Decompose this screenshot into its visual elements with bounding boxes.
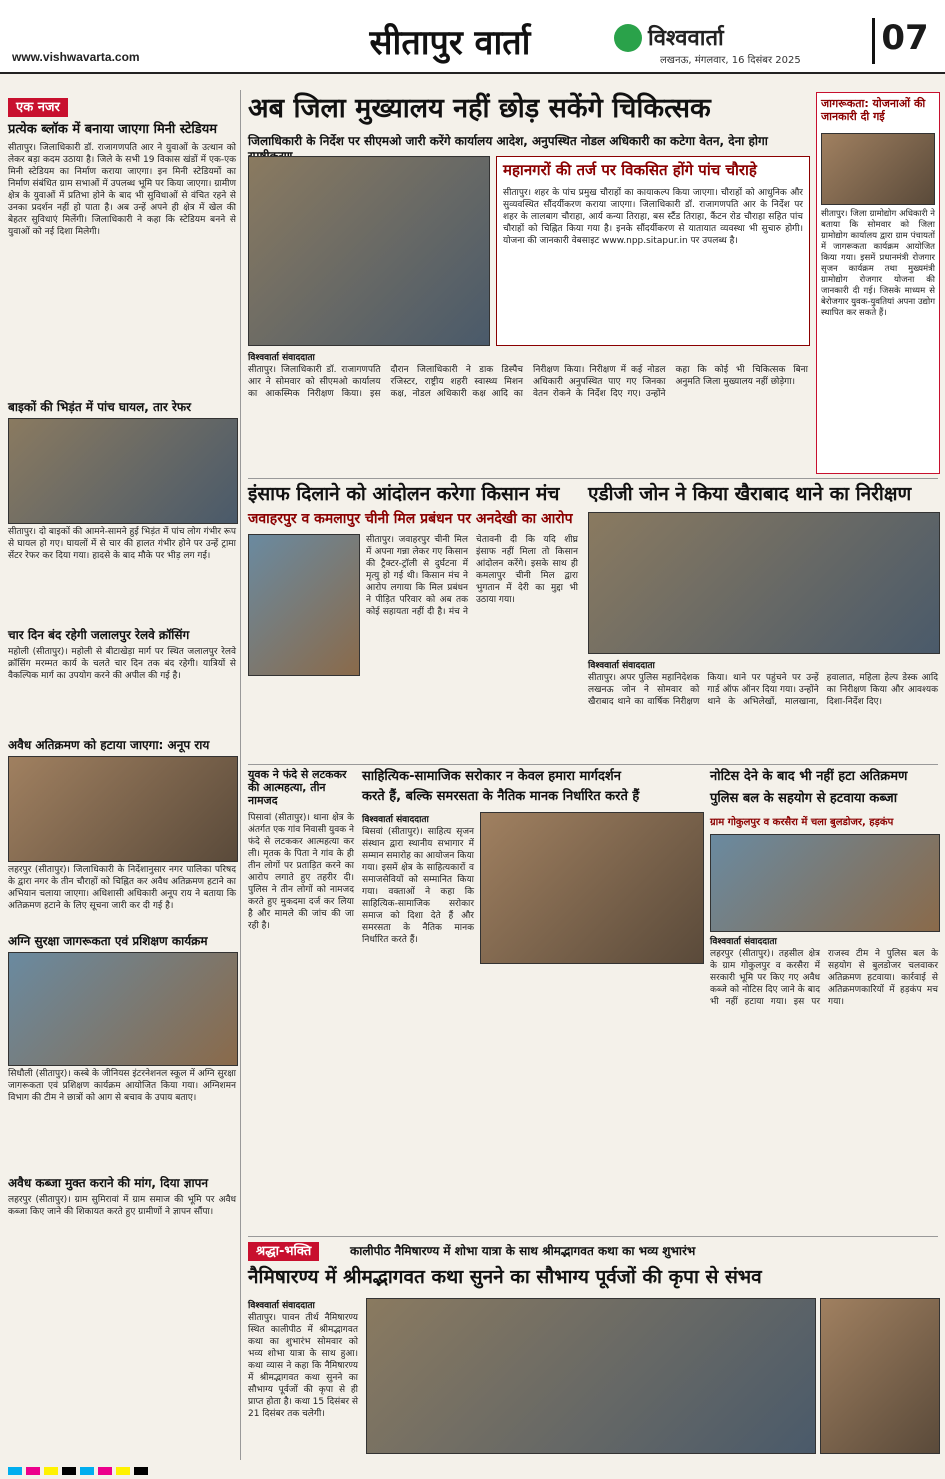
adg-photo	[588, 512, 940, 654]
left-headline-3: चार दिन बंद रहेगी जलालपुर रेलवे क्रॉसिंग	[8, 628, 190, 642]
bhakti-photo	[366, 1298, 816, 1454]
brand-name: विश्ववार्ता	[648, 26, 724, 51]
bhakti-byline: विश्ववार्ता संवाददाता	[248, 1301, 315, 1311]
left-article-4: लहरपुर (सीतापुर)। जिलाधिकारी के निर्देशानुसार नगर पालिका परिषद के द्वारा नगर के तीन चौराहों को चिह्नित कर अवैध अतिक्रमण हटाने का अभियान चलाया जाएगा। अधिशासी अधिकारी अनूप राय ने बताया कि अतिक्रमण हटाने के लिए सूचना जारी कर दी गई है।	[8, 865, 236, 911]
left-article-5: सिधौली (सीतापुर)। कस्बे के जीनियस इंटरनेशनल स्कूल में अग्नि सुरक्षा जागरूकता एवं प्रशिक्षण कार्यक्रम आयोजित किया गया। अग्निशमन विभाग की टीम ने छात्रों को आग से बचाव के उपाय बताए।	[8, 1069, 236, 1103]
section-tag-ek-nazar	[8, 96, 68, 115]
adg-headline: एडीजी जोन ने किया खैराबाद थाने का निरीक्षण	[588, 483, 912, 505]
left-headline-2: बाइकों की भिड़ंत में पांच घायल, तार रेफर	[8, 400, 192, 414]
sahitya-byline: विश्ववार्ता संवाददाता	[362, 815, 429, 825]
sahitya-headline-1: साहित्यिक-सामाजिक सरोकार न केवल हमारा मार्गदर्शन	[362, 769, 621, 784]
inset-text: सीतापुर। शहर के पांच प्रमुख चौराहों का कायाकल्प किया जाएगा। चौराहों को आधुनिक और सुव्यवस्थित सौंदर्यीकरण कराया जाएगा। जिलाधिकारी डॉ. राजागणपति आर के निर्देश पर शहर के लालबाग चौराहा, आर्य कन्या तिराहा, बस स्टैंड तिराहा, कैंटन रोड चौराहा सहित पांच चौराहों को चिह्नित किया गया है। इनके सौंदर्यीकरण से यातायात व्यवस्था भी सुचारु होगी। योजना की जानकारी वेबसाइट www.npp.sitapur.in पर उपलब्ध है।	[503, 188, 803, 246]
kisan-headline: इंसाफ दिलाने को आंदोलन करेगा किसान मंच	[248, 483, 560, 505]
page-title: सीतापुर वार्ता	[369, 23, 531, 63]
sahitya-text: बिसवां (सीतापुर)। साहित्य सृजन संस्थान द्वारा स्थानीय सभागार में सम्मान समारोह का आयोजन किया गया। इसमें क्षेत्र के साहित्यकारों व समाजसेवियों को सम्मानित किया गया। वक्ताओं ने कहा कि साहित्यिक-सामाजिक सरोकार समाज को दिशा देते हैं और समरसता के नैतिक मानक निर्धारित करते हैं।	[362, 827, 474, 945]
sidebox-photo	[821, 133, 935, 205]
notice-byline: विश्ववार्ता संवाददाता	[710, 937, 777, 947]
lead-subhead: जिलाधिकारी के निर्देश पर सीएमओ जारी करेंगे कार्यालय आदेश, अनुपस्थित नोडल अधिकारी का कटेगा वेतन, देना होगा	[248, 134, 768, 148]
left-article-1: सीतापुर। जिलाधिकारी डॉ. राजागणपति आर ने युवाओं के उत्थान को लेकर बड़ा कदम उठाया है। जिले के सभी 19 विकास खंडों में एक-एक मिनी स्टेडियम का निर्माण कराया जाएगा। इन मिनी स्टेडियमों का निर्माण संबंधित ग्राम सभाओं में उपलब्ध भूमि पर किया जाएगा। ग्रामीण क्षेत्र के युवाओं में प्रतिभा होने के बाद भी सुविधाओं से वंचित रहने से उनका प्रदर्शन नहीं हो पाता है। अब उन्हें अपने ही क्षेत्र में खेल की बेहतर सुविधाएं मिलेंगी। जिलाधिकारी ने कहा कि स्टेडियम बनने से युवाओं को नई दिशा मिलेगी।	[8, 143, 236, 237]
sahitya-photo	[480, 812, 704, 964]
notice-photo	[710, 834, 940, 932]
notice-headline: नोटिस देने के बाद भी नहीं हटा अतिक्रमण	[710, 769, 908, 784]
left-headline-6: अवैध कब्जा मुक्त कराने की मांग, दिया ज्ञापन	[8, 1176, 209, 1190]
notice-subhead: ग्राम गोकुलपुर व करसैरा में चला बुलडोजर, हड़कंप	[710, 817, 894, 828]
page-number: 07	[872, 18, 935, 64]
left-article-2: सीतापुर। दो बाइकों की आमने-सामने हुई भिड़ंत में पांच लोग गंभीर रूप से घायल हो गए। घायलों में से चार की हालत गंभीर होने पर उन्हें ट्रामा सेंटर रेफर कर दिया गया। हादसे के बाद मौके पर भीड़ लग गई।	[8, 527, 237, 561]
inset-box	[496, 156, 810, 346]
registration-color-bar	[8, 1460, 938, 1470]
left-article-6: लहरपुर (सीतापुर)। ग्राम सुमिरावां में ग्राम समाज की भूमि पर अवैध कब्जा किए जाने की शिकायत करते हुए ग्रामीणों ने ज्ञापन सौंपा।	[8, 1195, 236, 1217]
sidebox-headline: जागरूकता: योजनाओं की जानकारी दी गई	[821, 97, 926, 123]
fire-safety-photo	[8, 952, 238, 1066]
bhakti-photo-2	[820, 1298, 940, 1454]
suicide-text: पिसावां (सीतापुर)। थाना क्षेत्र के अंतर्गत एक गांव निवासी युवक ने फंदे से लटककर आत्महत्या कर ली। मृतक के पिता ने गांव के ही तीन लोगों पर प्रताड़ित करने का आरोप लगाते हुए तहरीर दी। पुलिस ने तीन लोगों को नामजद करते हुए मुकदमा दर्ज कर लिया है और मामले की जांच की जा रही है।	[248, 813, 355, 931]
section-tag-label: एक नजर	[8, 98, 68, 117]
masthead	[0, 0, 945, 74]
lead-text: सीतापुर। जिलाधिकारी डॉ. राजागणपति आर ने सोमवार को सीएमओ कार्यालय का आकस्मिक निरीक्षण किया। इस दौरान जिलाधिकारी ने डाक डिस्पैच रजिस्टर, राष्ट्रीय शहरी स्वास्थ्य मिशन कक्ष, नोडल अधिकारी कक्ष आदि का निरीक्षण किया। निरीक्षण में कई नोडल अधिकारी अनुपस्थित पाए गए जिनका वेतन रोकने के निर्देश दिए गए। उन्होंने कहा कि कोई भी चिकित्सक बिना अनुमति जिला मुख्यालय नहीं छोड़ेगा।	[248, 365, 808, 399]
left-headline-1: प्रत्येक ब्लॉक में बनाया जाएगा मिनी स्टेडियम	[8, 122, 218, 137]
kisan-text: सीतापुर। जवाहरपुर चीनी मिल में अपना गन्ना लेकर गए किसान की ट्रैक्टर-ट्रॉली से दुर्घटना में मृत्यु हो गई थी। किसान मंच ने आरोप लगाया कि मिल प्रबंधन ने पीड़ित परिवार को अब तक कोई सहायता नहीं दी है। मंच ने चेतावनी दी कि यदि शीघ्र इंसाफ नहीं मिला तो किसान आंदोलन करेंगे। इसके साथ ही कमलापुर चीनी मिल द्वारा भुगतान में देरी का मुद्दा भी उठाया गया।	[366, 535, 578, 617]
left-headline-4: अवैध अतिक्रमण को हटाया जाएगा: अनूप राय	[8, 738, 210, 752]
adg-byline: विश्ववार्ता संवाददाता	[588, 661, 655, 671]
dateline: लखनऊ, मंगलवार, 16 दिसंबर 2025	[660, 55, 801, 66]
sahitya-headline-2: करते हैं, बल्कि समरसता के नैतिक मानक निर्धारित करते हैं	[362, 789, 640, 804]
bhakti-kicker: कालीपीठ नैमिषारण्य में शोभा यात्रा के साथ श्रीमद्भागवत कथा का भव्य शुभारंभ	[350, 1244, 696, 1258]
bhakti-tag-label: श्रद्धा-भक्ति	[248, 1242, 319, 1261]
brand-logo-icon	[614, 24, 642, 52]
notice-headline-2: पुलिस बल के सहयोग से हटवाया कब्जा	[710, 791, 898, 806]
inset-headline: महानगरों की तर्ज पर विकसित होंगे पांच चौराहे	[503, 161, 757, 179]
row-divider-2	[248, 764, 938, 765]
right-sidebox	[816, 92, 940, 474]
left-headline-5: अग्नि सुरक्षा जागरूकता एवं प्रशिक्षण कार्यक्रम	[8, 934, 208, 948]
notice-text: लहरपुर (सीतापुर)। तहसील क्षेत्र के ग्राम गोकुलपुर व करसैरा में सरकारी भूमि पर किए गए अवैध कब्जे को नोटिस दिए जाने के बाद भी नहीं हटाया गया। इस पर राजस्व टीम ने पुलिस बल के सहयोग से बुलडोजर चलवाकर अतिक्रमण हटवाया। कार्रवाई से अतिक्रमणकारियों में हड़कंप मच गया।	[710, 949, 938, 1007]
row-divider-1	[248, 478, 938, 479]
suicide-headline: युवक ने फंदे से लटककर की आत्महत्या, तीन नामजद	[248, 768, 347, 807]
bike-accident-photo	[8, 418, 238, 524]
bhakti-headline: नैमिषारण्य में श्रीमद्भागवत कथा सुनने का सौभाग्य पूर्वजों की कृपा से संभव	[248, 1266, 762, 1288]
encroachment-photo	[8, 756, 238, 862]
site-url[interactable]: www.vishwavarta.com	[12, 50, 140, 64]
lead-photo	[248, 156, 490, 346]
left-article-3: महोली (सीतापुर)। महोली से बीटाखेड़ा मार्ग पर स्थित जलालपुर रेलवे क्रॉसिंग मरम्मत कार्य के चलते चार दिन तक बंद रहेगी। यात्रियों से वैकल्पिक मार्ग का उपयोग करने की अपील की गई है।	[8, 647, 236, 681]
sidebox-text: सीतापुर। जिला ग्रामोद्योग अधिकारी ने बताया कि सोमवार को जिला ग्रामोद्योग कार्यालय द्वारा ग्राम पंचायतों में जागरूकता कार्यक्रम आयोजित किया गया। इसमें प्रधानमंत्री रोजगार सृजन कार्यक्रम तथा मुख्यमंत्री ग्रामोद्योग रोजगार योजना की जानकारी दी गई। जिसके माध्यम से बेरोजगार युवक-युवतियां अपना उद्योग स्थापित कर सकते हैं।	[821, 209, 935, 318]
adg-text: सीतापुर। अपर पुलिस महानिदेशक लखनऊ जोन ने सोमवार को खैराबाद थाने का वार्षिक निरीक्षण किया। थाने पर पहुंचने पर उन्हें गार्ड ऑफ ऑनर दिया गया। उन्होंने थाने के अभिलेखों, मालखाना, हवालात, महिला हेल्प डेस्क आदि का निरीक्षण किया और आवश्यक दिशा-निर्देश दिए।	[588, 673, 938, 707]
row-divider-3	[248, 1236, 938, 1237]
lead-byline: विश्ववार्ता संवाददाता	[248, 353, 315, 363]
bhakti-text: सीतापुर। पावन तीर्थ नैमिषारण्य स्थित कालीपीठ में श्रीमद्भागवत कथा का शुभारंभ सोमवार को भव्य शोभा यात्रा के साथ हुआ। कथा व्यास ने कहा कि नैमिषारण्य में श्रीमद्भागवत कथा सुनने का सौभाग्य पूर्वजों की कृपा से ही प्राप्त होता है। कथा 15 दिसंबर से 21 दिसंबर तक चलेगी।	[248, 1313, 358, 1419]
lead-headline: अब जिला मुख्यालय नहीं छोड़ सकेंगे चिकित्सक	[248, 93, 711, 124]
kisan-photo	[248, 534, 360, 676]
bhakti-tag	[248, 1240, 319, 1259]
column-divider-left	[240, 90, 241, 1460]
kisan-subhead: जवाहरपुर व कमलापुर चीनी मिल प्रबंधन पर अनदेखी का आरोप	[248, 511, 573, 527]
